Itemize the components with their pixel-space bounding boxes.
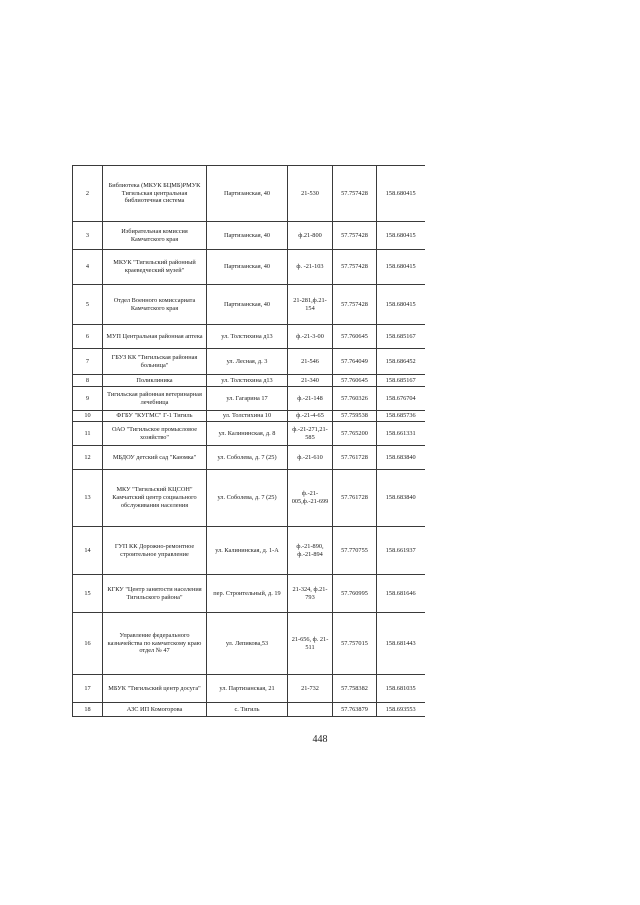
latitude: 57.761728 [333,446,377,470]
latitude: 57.764049 [333,349,377,375]
organization-name: МКУК "Тигильский районный краеведческий музей" [103,250,207,285]
row-number: 15 [73,575,103,613]
table-row [73,527,425,575]
latitude: 57.757428 [333,222,377,250]
organization-address: ул. Толстихина 10 [207,411,288,422]
organization-phone: 21-546 [288,349,333,375]
organization-name: Библиотека (МКУК БЦМБ)РМУК Тигильская центральная библиотечная система [103,166,207,222]
table-row [73,375,425,387]
organization-phone: ф.-21-271,21-585 [288,422,333,446]
row-number: 11 [73,422,103,446]
organization-address: Партизанская, 40 [207,222,288,250]
organization-address: ул. Толстихина д13 [207,325,288,349]
organization-phone: ф. -21-103 [288,250,333,285]
organization-address: ул. Соболева, д. 7 (25) [207,446,288,470]
table-row [73,349,425,375]
organization-address: ул. Лепикова,53 [207,613,288,675]
organization-phone: ф.-21-3-00 [288,325,333,349]
organization-phone: 21-732 [288,675,333,703]
longitude: 158.685736 [377,411,425,422]
organization-address: ул. Гагарина 17 [207,387,288,411]
organization-name: МКУ "Тигильский КЦСОН" Камчатский центр социального обслуживания населения [103,470,207,527]
latitude: 57.763879 [333,703,377,717]
organization-name: Отдел Военного комиссариата Камчатского края [103,285,207,325]
table-row [73,470,425,527]
row-number: 14 [73,527,103,575]
table-row [73,613,425,675]
row-number: 8 [73,375,103,387]
organization-phone: ф.-21-148 [288,387,333,411]
organization-address: ул. Толстихина д13 [207,375,288,387]
organization-address: Партизанская, 40 [207,250,288,285]
latitude: 57.759538 [333,411,377,422]
latitude: 57.758382 [333,675,377,703]
row-number: 9 [73,387,103,411]
organization-address: ул. Соболева, д. 7 (25) [207,470,288,527]
latitude: 57.760645 [333,375,377,387]
organization-phone: ф.-21-890, ф.-21-894 [288,527,333,575]
organization-phone: 21-530 [288,166,333,222]
longitude: 158.661937 [377,527,425,575]
longitude: 158.680415 [377,250,425,285]
organization-name: Поликлиника [103,375,207,387]
latitude: 57.761728 [333,470,377,527]
table-row [73,325,425,349]
row-number: 12 [73,446,103,470]
organization-name: ГУП КК Дорожно-ремонтное строительное управление [103,527,207,575]
organization-address: ул. Партизанская, 21 [207,675,288,703]
longitude: 158.685167 [377,325,425,349]
row-number: 3 [73,222,103,250]
organization-phone: ф.-21-4-65 [288,411,333,422]
organization-name: Тигильская районная ветеринарная лечебница [103,387,207,411]
latitude: 57.757428 [333,250,377,285]
row-number: 5 [73,285,103,325]
organization-address: Партизанская, 40 [207,166,288,222]
organization-phone [288,703,333,717]
organization-address: пер. Строительный, д. 19 [207,575,288,613]
organization-phone: 21-281,ф.21-154 [288,285,333,325]
organization-address: Партизанская, 40 [207,285,288,325]
longitude: 158.661331 [377,422,425,446]
table-row [73,446,425,470]
organization-name: МБДОУ детский сад "Каюмка" [103,446,207,470]
organization-name: АЗС ИП Комогорова [103,703,207,717]
table-row [73,387,425,411]
organization-address: ул. Калининская, д. 8 [207,422,288,446]
organization-name: ОАО "Тигильское промысловое хозяйство" [103,422,207,446]
organization-address: с. Тигиль [207,703,288,717]
organization-name: Управление федерального казначейства по камчатскому краю отдел № 47 [103,613,207,675]
organization-name: Избирательная комиссия Камчатского края [103,222,207,250]
row-number: 2 [73,166,103,222]
organization-name: ГБУЗ КК "Тигильская районная больница" [103,349,207,375]
organization-phone: ф.21-800 [288,222,333,250]
latitude: 57.760326 [333,387,377,411]
row-number: 13 [73,470,103,527]
organization-phone: ф.-21-610 [288,446,333,470]
organization-phone: 21-340 [288,375,333,387]
latitude: 57.757428 [333,285,377,325]
table-row [73,422,425,446]
row-number: 6 [73,325,103,349]
organization-name: ФГБУ "КУГМС" Г-1 Тигиль [103,411,207,422]
longitude: 158.693553 [377,703,425,717]
longitude: 158.681443 [377,613,425,675]
longitude: 158.683840 [377,470,425,527]
longitude: 158.681646 [377,575,425,613]
longitude: 158.685167 [377,375,425,387]
latitude: 57.760645 [333,325,377,349]
row-number: 4 [73,250,103,285]
organization-phone: 21-324, ф.21-793 [288,575,333,613]
latitude: 57.770755 [333,527,377,575]
table-row [73,285,425,325]
row-number: 10 [73,411,103,422]
organization-address: ул. Калининская, д. 1-А [207,527,288,575]
table-row [73,411,425,422]
organization-name: МБУК "Тигильский центр досуга" [103,675,207,703]
organization-phone: ф.-21-005,ф.-21-699 [288,470,333,527]
longitude: 158.681035 [377,675,425,703]
page-number: 448 [312,734,328,745]
table-row [73,575,425,613]
organization-name: МУП Центральная районная аптека [103,325,207,349]
longitude: 158.680415 [377,166,425,222]
row-number: 16 [73,613,103,675]
row-number: 17 [73,675,103,703]
row-number: 18 [73,703,103,717]
table-row [73,675,425,703]
longitude: 158.680415 [377,222,425,250]
organization-phone: 21-656, ф. 21-511 [288,613,333,675]
latitude: 57.760995 [333,575,377,613]
table-row [73,250,425,285]
longitude: 158.680415 [377,285,425,325]
latitude: 57.757015 [333,613,377,675]
organization-address: ул. Лесная, д. 3 [207,349,288,375]
document-sheet [72,165,424,717]
row-number: 7 [73,349,103,375]
organizations-table [72,165,425,717]
longitude: 158.683840 [377,446,425,470]
latitude: 57.757428 [333,166,377,222]
table-row [73,222,425,250]
organization-name: КГКУ "Центр занятости населения Тигильского района" [103,575,207,613]
table-row [73,703,425,717]
latitude: 57.765200 [333,422,377,446]
longitude: 158.686452 [377,349,425,375]
table-row [73,166,425,222]
longitude: 158.676704 [377,387,425,411]
